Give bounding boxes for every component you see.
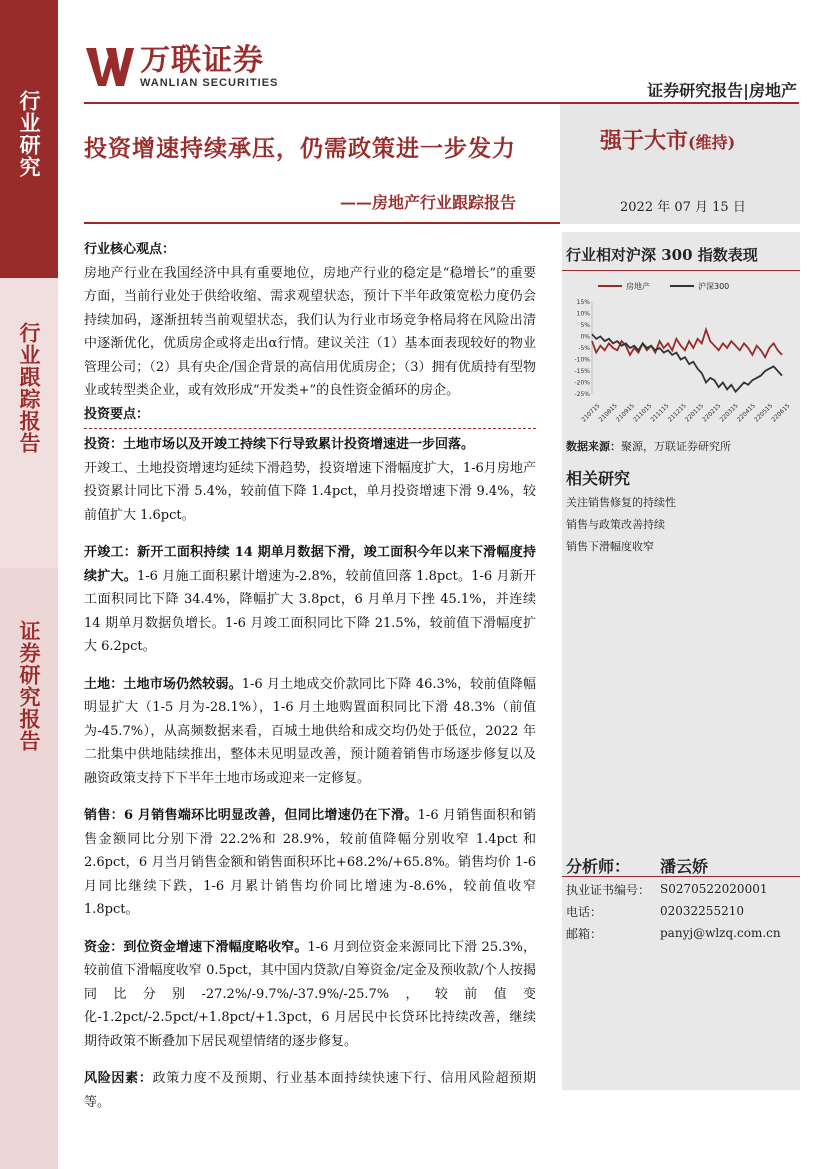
- y-tick-label: 10%: [576, 310, 590, 318]
- left-band-securities-report: [0, 568, 58, 1169]
- point-sales-lead: 销售：6 月销售端环比明显改善，但同比增速仍在下滑。: [84, 808, 418, 823]
- x-tick-label: 220315: [718, 402, 740, 424]
- point-risk: [84, 1067, 536, 1114]
- band-label-tracking-report: 行业跟踪报告: [17, 322, 42, 454]
- x-tick-label: 210915: [614, 402, 637, 424]
- point-investment-text: 开竣工、土地投资增速均延续下滑趋势，投资增速下滑幅度扩大，1-6月房地产投资累计同比下滑 5.4%，较前值下降 1.4pct，单月投资增速下滑 9.4%，较前值扩大 1.6pct。: [84, 460, 536, 523]
- analyst-divider: [562, 876, 800, 877]
- cert-number: S0270522020001: [660, 882, 768, 896]
- y-tick-label: -5%: [578, 345, 590, 352]
- point-construction-lead: 开竣工：新开工面积持续 14 期单月数据下滑，竣工面积今年以来下滑幅度持续扩大。: [84, 545, 536, 584]
- rating-note: (维持): [688, 133, 736, 152]
- related-research-item[interactable]: 销售下滑幅度收窄: [566, 540, 654, 553]
- x-tick-label: 210715: [580, 402, 602, 424]
- analyst-label: 分析师：: [566, 856, 631, 876]
- related-research-title: 相关研究: [566, 469, 631, 488]
- point-construction-text: 1-6 月施工面积累计增速为-2.8%，较前值回落 1.8pct。1-6 月新开工面积同比下降 34.4%，降幅扩大 3.8pct，6 月单月下挫 45.1%，并连续 14 期单月数据负增长。1-6 月竣工面积同比下降 21.5%，较前值下滑幅度扩大 6.2pct。: [84, 568, 536, 654]
- report-title: 投资增速持续承压，仍需政策进一步发力: [84, 135, 516, 162]
- point-sales-text: 1-6 月销售面积和销售金额同比分别下滑 22.2%和 28.9%，较前值降幅分别收窄 1.4pct 和 2.6pct，6 月当月销售金额和销售面积环比+68.2%/+65.8%。销售均价 1-6 月同比继续下跌，1-6 月累计销售均价同比增速为-8.6%，较前值收窄 1.8pct。: [84, 808, 536, 917]
- legend-label: 沪深300: [698, 282, 730, 291]
- report-body: [84, 238, 536, 1114]
- chart-title: 行业相对沪深 300 指数表现: [566, 246, 758, 264]
- point-funds: [84, 936, 536, 1054]
- legend-label: 房地产: [626, 282, 650, 291]
- x-tick-label: 220615: [770, 402, 792, 424]
- cert-label: 执业证书编号：: [566, 882, 651, 897]
- x-tick-label: 211115: [649, 402, 671, 424]
- left-band-tracking-report: [0, 278, 58, 568]
- band-label-industry-research: 行业研究: [17, 90, 42, 178]
- side-panel: [562, 232, 800, 1090]
- report-subtitle: ——房地产行业跟踪报告: [340, 193, 517, 212]
- y-tick-label: -25%: [574, 391, 590, 398]
- source-label: 数据来源：: [566, 440, 621, 453]
- y-tick-label: 5%: [580, 322, 590, 329]
- point-sales: [84, 804, 536, 922]
- x-tick-label: 210815: [597, 402, 619, 424]
- point-land-text: 1-6 月土地成交价款同比下降 46.3%，较前值降幅明显扩大（1-5 月为-28.1%），1-6 月土地购置面积同比下滑 48.3%（前值为-45.7%），从高频数据来看，百城土地供给和成交均仍处于低位，2022 年二批集中供地陆续推出，整体未见明显改善，预计随着销售市场逐步修复以及融资政策支持下下半年土地市场或迎来一定修复。: [84, 676, 536, 786]
- relative-performance-chart: [562, 276, 800, 426]
- point-funds-text: 1-6 月到位资金来源同比下滑 25.3%，较前值下滑幅度收窄 0.5pct，其中国内贷款/自筹资金/定金及预收款/个人按揭同比分别-27.2%/-9.7%/-37.9%/-25.7%，较前值变化-1.2pct/-2.5pct/+1.8pct/+1.3pct，6 月居民中长贷环比持续改善，继续期待政策不断叠加下居民观望情绪的逐步修复。: [84, 939, 536, 1049]
- point-investment: [84, 433, 536, 527]
- left-band-industry-research: [0, 0, 58, 278]
- x-tick-label: 211015: [632, 402, 654, 424]
- y-tick-label: 0%: [580, 333, 590, 341]
- rating: [600, 124, 735, 155]
- analyst-name: 潘云娇: [660, 856, 709, 876]
- rating-box: [560, 104, 800, 224]
- point-investment-lead: 投资：土地市场以及开竣工持续下行导致累计投资增速进一步回落。: [84, 437, 475, 452]
- y-tick-label: 15%: [576, 299, 590, 306]
- point-construction: [84, 541, 536, 659]
- section-divider: [84, 428, 536, 429]
- company-logo: [84, 44, 278, 90]
- x-tick-label: 211215: [666, 402, 688, 424]
- email-label: 邮箱：: [566, 926, 603, 941]
- core-view-heading: 行业核心观点：: [84, 242, 176, 257]
- title-divider: [84, 222, 562, 224]
- point-funds-lead: 资金：到位资金增速下滑幅度略收窄。: [84, 939, 308, 955]
- phone-label: 电话：: [566, 904, 603, 919]
- wanlian-logo-icon: [84, 44, 134, 90]
- report-type-label: 证券研究报告|房地产: [647, 81, 797, 100]
- y-tick-label: -15%: [574, 368, 590, 375]
- x-tick-label: 220415: [735, 402, 757, 424]
- source-text: 聚源，万联证券研究所: [621, 440, 731, 453]
- y-tick-label: -10%: [574, 356, 590, 364]
- core-view-text: 房地产行业在我国经济中具有重要地位，房地产行业的稳定是“稳增长”的重要方面，当前行业处于供给收缩、需求观望状态，预计下半年政策宽松力度仍会持续加码，逐渐扭转当前观望状态，我们认为行业市场竞争格局将在风险出清中逐渐优化，优质房企或将走出α行情。建议关注（1）基本面表现较好的物业管理公司；（2）具有央企/国企背景的高信用优质房企；（3）拥有优质持有型物业或转型类企业，或有效形成“开发类+”的良性资金循环的房企。: [84, 265, 536, 398]
- rating-text: 强于大市: [600, 128, 689, 154]
- band-label-securities-report: 证券研究报告: [17, 620, 42, 752]
- logo-chinese-name: 万联证券: [140, 43, 264, 78]
- report-date: 2022 年 07 月 15 日: [620, 200, 746, 215]
- email-address[interactable]: panyj@wlzq.com.cn: [660, 926, 781, 940]
- point-risk-lead: 风险因素：: [84, 1071, 153, 1086]
- key-points-heading: 投资要点：: [84, 406, 150, 422]
- chart-title-divider: [562, 270, 800, 271]
- point-land-lead: 土地：土地市场仍然较弱。: [84, 676, 242, 692]
- x-tick-label: 220115: [684, 402, 706, 424]
- analyst-info: [566, 854, 781, 944]
- data-source: [566, 438, 731, 454]
- x-tick-label: 220515: [753, 402, 775, 424]
- related-research-item[interactable]: 关注销售修复的持续性: [566, 496, 676, 509]
- related-research-list: [566, 492, 676, 558]
- x-tick-label: 220215: [701, 402, 723, 424]
- y-tick-label: -20%: [574, 379, 590, 387]
- point-risk-text: 政策力度不及预期、行业基本面持续快速下行、信用风险超预期等。: [84, 1071, 536, 1110]
- phone-number: 02032255210: [660, 904, 744, 918]
- related-research-item[interactable]: 销售与政策改善持续: [566, 518, 665, 531]
- logo-english-name: WANLIAN SECURITIES: [140, 77, 279, 89]
- point-land: [84, 673, 536, 791]
